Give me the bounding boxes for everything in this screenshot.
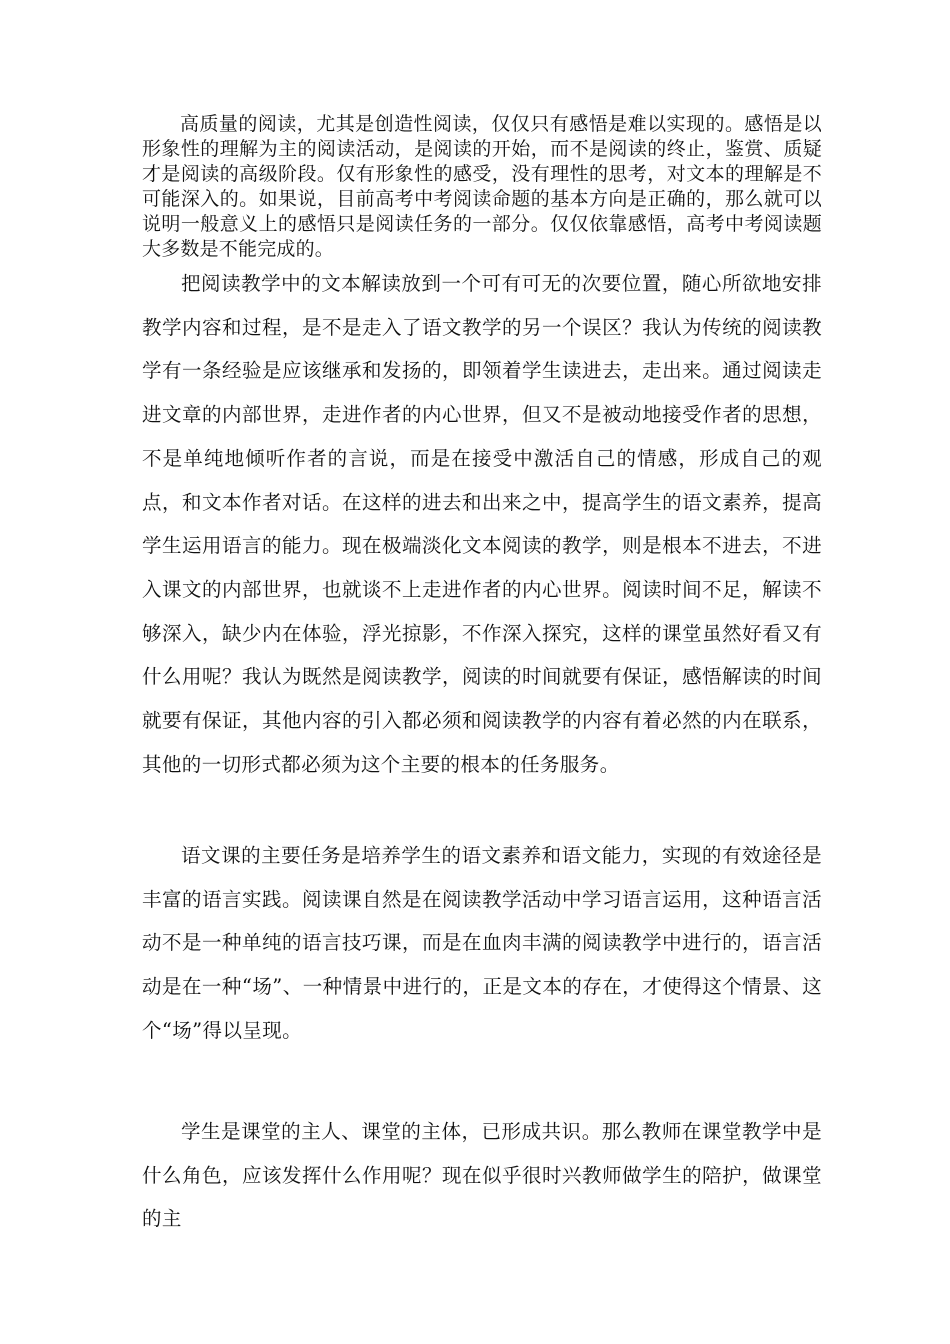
paragraph-4: 学生是课堂的主人、课堂的主体，已形成共识。那么教师在课堂教学中是什么角色，应该发挥什么作用呢？现在似乎很时兴教师做学生的陪护，做课堂的主 xyxy=(142,1120,822,1231)
paragraph-1: 高质量的阅读，尤其是创造性阅读，仅仅只有感悟是难以实现的。感悟是以形象性的理解为主的阅读活动，是阅读的开始，而不是阅读的终止，鉴赏、质疑才是阅读的高级阶段。仅有形象性的感受，没有理性的思考，对文本的理解是不可能深入的。如果说，目前高考中考阅读命题的基本方向是正确的，那么就可以说明一般意义上的感悟只是阅读任务的一部分。仅仅依靠感悟，高考中考阅读题大多数是不能完成的。 xyxy=(142,113,822,260)
paragraph-2: 把阅读教学中的文本解读放到一个可有可无的次要位置，随心所欲地安排教学内容和过程，是不是走入了语文教学的另一个误区？我认为传统的阅读教学有一条经验是应该继承和发扬的，即领着学生读进去，走出来。通过阅读走进文章的内部世界，走进作者的内心世界，但又不是被动地接受作者的思想，不是单纯地倾听作者的言说，而是在接受中激活自己的情感，形成自己的观点，和文本作者对话。在这样的进去和出来之中，提高学生的语文素养，提高学生运用语言的能力。现在极端淡化文本阅读的教学，则是根本不进去，不进入课文的内部世界，也就谈不上走进作者的内心世界。阅读时间不足，解读不够深入，缺少内在体验，浮光掠影，不作深入探究，这样的课堂虽然好看又有什么用呢？我认为既然是阅读教学，阅读的时间就要有保证，感悟解读的时间就要有保证，其他内容的引入都必须和阅读教学的内容有着必然的内在联系，其他的一切形式都必须为这个主要的根本的任务服务。 xyxy=(142,272,822,776)
paragraph-3: 语文课的主要任务是培养学生的语文素养和语文能力，实现的有效途径是丰富的语言实践。阅读课自然是在阅读教学活动中学习语言运用，这种语言活动不是一种单纯的语言技巧课，而是在血肉丰满的阅读教学中进行的，语言活动是在一种“场”、一种情景中进行的，正是文本的存在，才使得这个情景、这个“场”得以呈现。 xyxy=(142,844,822,1042)
